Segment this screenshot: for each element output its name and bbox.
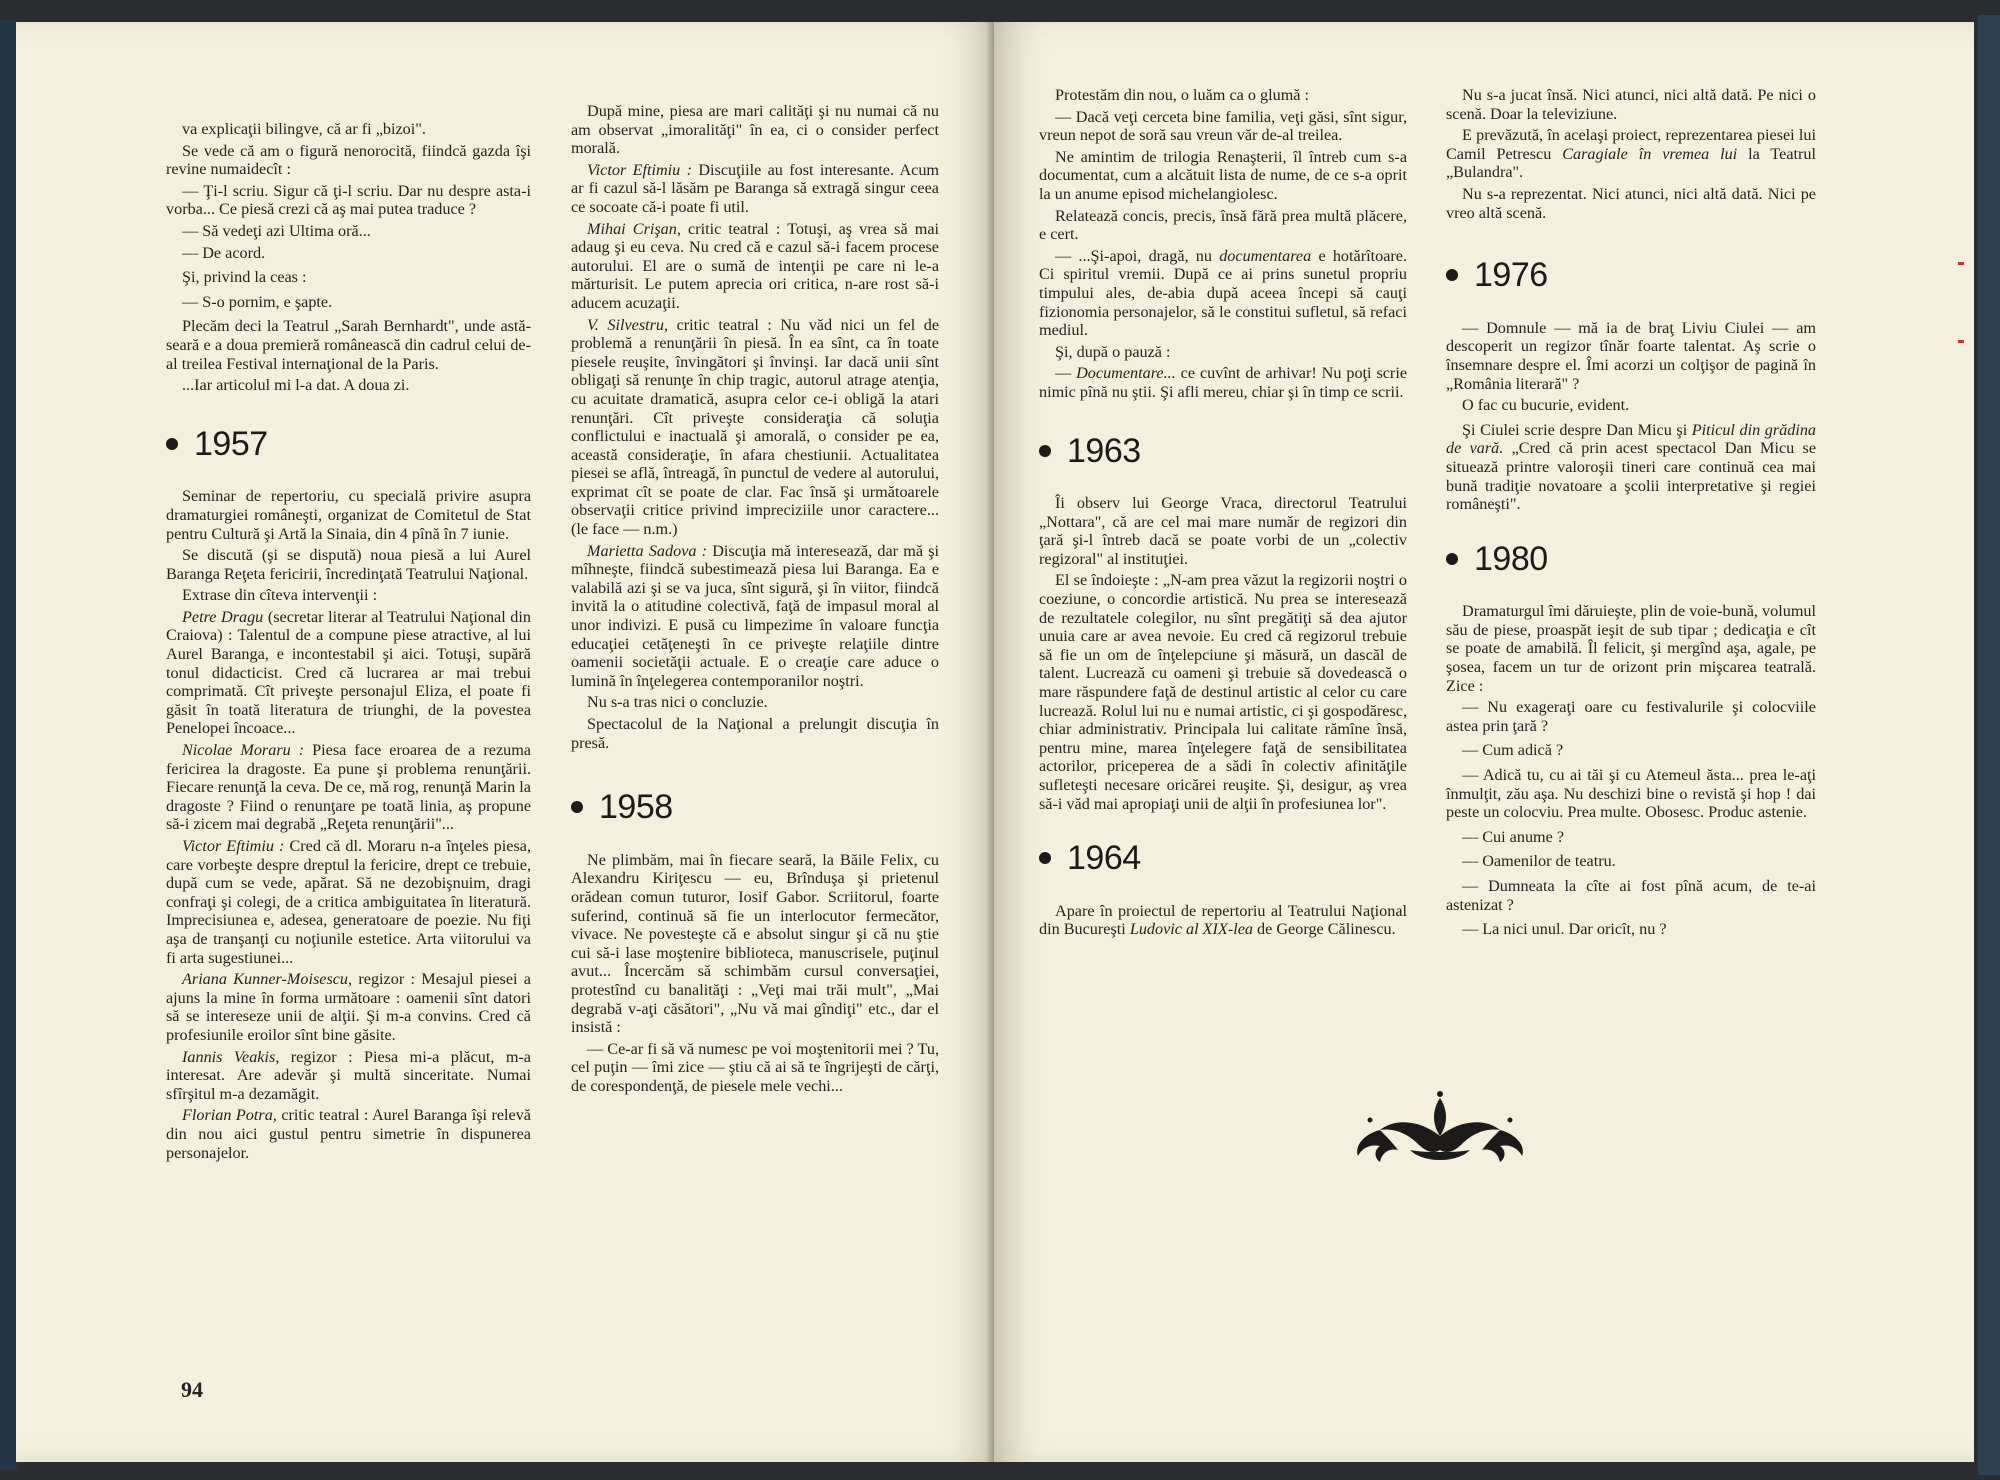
paragraph: — Ce-ar fi să vă numesc pe voi moştenitorii mei ? Tu, cel puţin — îmi zice — ştiu că ai să te îngrijeşti de cărţi, de corespondenţă, de piesele mele vechi...	[571, 1039, 939, 1095]
paragraph: Nu s-a tras nici o concluzie.	[587, 693, 768, 712]
paragraph: — Oamenilor de teatru.	[1462, 852, 1616, 871]
paragraph: — Să vedeţi azi Ultima oră...	[182, 221, 371, 240]
speaker-name: Petre Dragu	[182, 607, 264, 626]
speaker-name: Victor Eftimiu :	[182, 837, 285, 855]
paragraph: Extrase din cîteva intervenţii :	[182, 586, 378, 605]
year-heading-1976: 1976	[1446, 266, 1816, 285]
intervention-text: Discuţiile au fost interesante. Acum ar fi cazul să-l lăsăm pe Baranga să extragă singur ceea ce socoate că-i poate fi util.	[571, 160, 940, 216]
intervention-text: (secretar literar al Teatrului Naţional din Craiova) : Talentul de a compune piese atractive, al lui Aurel Baranga, e incontestabil şi aici. Totuşi, supără tonul didacticist. Cred că lucrarea ar mai trebui comprimată. Cît priveşte personajul Eliza, el poate fi găsit în toată literatura de triunghi, de la povestea Penelopei încoace...	[166, 607, 531, 738]
intervention	[166, 1048, 531, 1104]
paragraph: Ne amintim de trilogia Renaşterii, îl întreb cum s-a documentat, cum a alcătuit lista de nume, de ce s-a oprit la un anume episod michelangiolesc.	[1039, 147, 1407, 203]
year-heading-1957: 1957	[166, 435, 531, 454]
right-column-2	[1446, 86, 1816, 945]
year-heading-1964: 1964	[1039, 849, 1407, 868]
paragraph: Spectacolul de la Naţional a prelungit discuţia în presă.	[571, 715, 939, 752]
paragraph: — Cui anume ?	[1462, 827, 1565, 846]
paragraph: O fac cu bucurie, evident.	[1462, 396, 1630, 415]
speaker-name: Victor Eftimiu :	[587, 160, 692, 179]
bullet-icon	[166, 438, 178, 450]
left-column-1	[166, 120, 531, 1165]
paragraph: — Dacă veţi cerceta bine familia, veţi găsi, sînt sigur, vreun nepot de soră sau vreun văr de-al treilea.	[1039, 107, 1407, 145]
paragraph: Nu s-a jucat însă. Nici atunci, nici altă dată. Pe nici o scenă. Doar la televiziune.	[1446, 86, 1816, 123]
bullet-icon	[1039, 445, 1051, 457]
intervention	[166, 837, 531, 967]
bullet-icon	[1446, 553, 1458, 565]
paragraph: Plecăm deci la Teatrul „Sarah Bernhardt", unde astă-seară e a doua premieră românească din cadrul celui de-al treilea Festival internaţional de la Paris.	[166, 317, 531, 373]
paragraph: va explicaţii bilingve, că ar fi „bizoi".	[182, 120, 426, 138]
paragraph: Şi, după o pauză :	[1055, 342, 1171, 361]
intervention	[166, 1106, 531, 1162]
paragraph: — Cum adică ?	[1462, 741, 1564, 760]
speaker-name: V. Silvestru,	[587, 315, 669, 334]
speaker-name: Florian Potra,	[182, 1106, 277, 1125]
paragraph: Şi Ciulei scrie despre Dan Micu şi Piticul din grădina de vară. „Cred că prin acest spectacol Dan Micu se situează printre valoroşii tineri care continuă cea mai bună tradiţie novatoare a şcolii interpretative şi regiei româneşti".	[1446, 420, 1817, 514]
paragraph: — Dumneata la cîte ai fost pînă acum, de te-ai astenizat ?	[1446, 877, 1816, 914]
ornament-icon	[1340, 1090, 1540, 1170]
paragraph: Se vede că am o figură nenorocită, fiindcă gazda îşi revine numaidecît :	[166, 141, 531, 179]
paragraph: Şi, privind la ceas :	[182, 268, 307, 287]
intervention-text: Piesa face eroarea de a rezuma fericirea la dragoste. Ea pune şi problema renunţării. Fiecare renunţă la ceva. De ce, mă rog, renunţă Marin la dragoste ? Fiind o renunţare pe toată linia, aş propune să-i zicem mai degrabă „Reţeta renunţării"...	[166, 741, 531, 834]
year-heading-1963: 1963	[1039, 442, 1407, 461]
speaker-name: Ariana Kunner-Moisescu,	[182, 970, 353, 989]
intervention-text: regizor : Piesa mi-a plăcut, m-a interesat. Are adevăr şi multă sinceritate. Numai sfîrşitul m-a dezamăgit.	[166, 1047, 531, 1103]
right-page	[994, 22, 1974, 1462]
paragraph: Nu s-a reprezentat. Nici atunci, nici altă dată. Nici pe vreo altă scenă.	[1446, 184, 1816, 222]
paragraph: — Domnule — mă ia de braţ Liviu Ciulei — am descoperit un regizor tînăr foarte talentat. Aş scrie o însemnare despre el. Îmi acorzi un colţişor de pagină în „România literară" ?	[1446, 318, 1816, 393]
paragraph: — Nu exageraţi oare cu festivalurile şi colocviile astea prin ţară ?	[1446, 698, 1816, 735]
paragraph: Se discută (şi se dispută) noua piesă a lui Aurel Baranga Reţeta fericirii, încredinţată Teatrului Naţional.	[166, 546, 531, 583]
year-heading-1958: 1958	[571, 798, 939, 817]
paragraph: Protestăm din nou, o luăm ca o glumă :	[1055, 86, 1310, 104]
paragraph: — La nici unul. Dar oricît, nu ?	[1462, 920, 1667, 939]
paragraph: Relatează concis, precis, însă fără prea multă plăcere, e cert.	[1039, 206, 1407, 244]
speaker-name: Iannis Veakis,	[182, 1047, 280, 1066]
intervention-text: regizor : Mesajul piesei a ajuns la mine în forma următoare : oamenii sînt datori să se intereseze unii de alţii. Şi m-a convins. Cred că profesiunile eroilor sînt bine găsite.	[166, 970, 531, 1044]
paragraph: Ne plimbăm, mai în fiecare seară, la Băile Felix, cu Alexandru Kiriţescu — eu, Brînduşa şi prietenul orădean comun tuturor, Iosif Gabor. Scriitorul, foarte suferind, continuă să fie un interlocutor fermecător, vivace. Ne povesteşte că e absolut singur şi că nu ştie cui să-i lase moştenire biblioteca, manuscrisele, puţinul avut... Încercăm să schimbăm cursul conversaţiei, protestînd cu banalităţi : „Veţi mai trăi mult", „Mai degrabă v-aţi căsători", „Nu vă mai gîndiţi" etc., dar el insistă :	[571, 850, 939, 1037]
paragraph: ...Iar articolul mi l-a dat. A doua zi.	[182, 376, 410, 395]
paragraph: — Ţi-l scriu. Sigur că ţi-l scriu. Dar nu despre asta-i vorba... Ce piesă crezi că aş mai putea traduce ?	[166, 181, 531, 219]
paragraph: — Documentare... ce cuvînt de arhivar! Nu poţi scrie nimic pînă nu ştii. Şi afli mereu, chiar şi în timp ce scrii.	[1039, 364, 1408, 401]
paragraph: Apare în proiectul de repertoriu al Teatrului Naţional din Bucureşti Ludovic al XIX-lea de George Călinescu.	[1039, 901, 1407, 939]
intervention	[166, 741, 531, 834]
intervention-text: Cred că dl. Moraru n-a înţeles piesa, care vorbeşte despre dreptul la fericire, drept ce trebuie, după cum se vede, apărat. Să ne dezobişnuim, dragi confraţi şi colegi, de a critica ambiguitatea în literatură. Imprecisiunea e, adesea, generatoare de poezie. Nu fiţi aşa de tranşanţi cu noţiunile estetice. Arta viitorului va fi arta sugestiunei...	[166, 837, 531, 967]
intervention	[571, 316, 939, 539]
intervention	[166, 970, 531, 1044]
paragraph: — ...Şi-apoi, dragă, nu documentarea e hotărîtoare. Ci spiritul vremii. După ce ai prins sunetul propriu timpului ales, de-abia după aceea începi să cauţi fizionomia personajelor, să le constitui sufletul, să refaci mediul.	[1039, 246, 1407, 340]
speaker-name: Mihai Crişan,	[587, 219, 681, 238]
intervention	[571, 220, 939, 313]
paragraph: După mine, piesa are mari calităţi şi nu numai că nu am observat „imoralităţi" în ea, ci o consider perfect morală.	[571, 102, 939, 158]
page-number: 94	[181, 1377, 203, 1402]
speaker-name: Nicolae Moraru :	[182, 741, 305, 760]
bullet-icon	[1446, 269, 1458, 281]
intervention-text: Discuţia mă interesează, dar mă şi mîhneşte, fiindcă subestimează piesa lui Baranga. Ea e valabilă azi şi se va juca, sînt sigură, şi în viitor, fiindcă invită la o atitudine colectivă, faţă de impasul moral al unor indivizi. E pusă cu limpezime în valoare funcţia educaţiei cetăţeneşti în ce priveşte relaţiile dintre oamenii societăţii actuale. E o creaţie care aduce o lumină în înţelegerea contemporanilor noştri.	[571, 541, 939, 690]
bullet-icon	[571, 801, 583, 813]
left-column-2	[571, 102, 939, 1099]
right-column-1	[1039, 86, 1407, 942]
paragraph: — Adică tu, cu ai tăi şi cu Atemeul ăsta... prea le-aţi înmulţit, zău aşa. Nu deschizi bine o revistă şi hop ! dai peste un colocviu. Prea multe. Obosesc. Produc astenie.	[1446, 766, 1816, 822]
intervention-text: critic teatral : Nu văd nici un fel de problemă a renunţării în piesă. În ea sînt, ca în toate piesele reuşite, învingători şi învinşi. Iar dacă unii sînt obligaţi să renunţe în chip tragic, autorul atrage atenţia, cu acuitate dramatică, asupra celor ce-i obligă la atari renunţări. Cît priveşte consideraţia că soluţia conflictului e inactuală şi amorală, o consider pe ea, această consideraţie, în afara chestiunii. Actualitatea piesei se află, întreagă, în punctul de vedere al autorului, exprimat cît se poate de clar. Fac însă şi următoarele observaţii critice privind impreciziile unor caractere... (le face — n.m.)	[571, 315, 940, 539]
intervention	[571, 161, 939, 217]
paragraph: Îi observ lui George Vraca, directorul Teatrului „Nottara", că are cel mai mare număr de regizori din ţară şi-l întreb dacă se poate vorbi de un „colectiv regizoral" al instituţiei.	[1039, 494, 1407, 568]
intervention	[571, 542, 939, 691]
intervention	[166, 608, 531, 738]
paragraph: Seminar de repertoriu, cu specială privire asupra dramaturgiei româneşti, organizat de Comitetul de Stat pentru Cultură şi Artă la Sinaia, din 4 pînă în 7 iunie.	[166, 487, 531, 543]
paragraph: — De acord.	[182, 243, 266, 262]
paragraph: E prevăzută, în acelaşi proiect, reprezentarea piesei lui Camil Petrescu Caragiale în vremea lui la Teatrul „Bulandra".	[1446, 126, 1817, 182]
speaker-name: Marietta Sadova :	[587, 541, 708, 560]
intervention-text: critic teatral : Totuşi, aş vrea să mai adaug şi eu ceva. Nu cred că e cazul să-i facem procese autorului. El are o sumă de intenţii pe care ni le-a mărturisit. Le putem aprecia ori critica, n-are rost să-i aducem acuzaţii.	[571, 219, 940, 312]
paragraph: El se îndoieşte : „N-am prea văzut la regizorii noştri o coeziune, o concordie artistică. Nu prea se interesează de rezultatele colegilor, nu sînt pregătiţi să dea ajutor unuia care ar avea nevoie. Eu cred că regizorul trebuie să fie un om de înţelepciune şi măsură, un dascăl de talent. Lucrează cu oameni şi trebuie să dovedească o mare răspundere faţă de destinul artistic al celor cu care lucrează. Rolul lui nu e numai artistic, ci şi gospodăresc, chiar administrativ. Principala lui calitate rămîne însă, pentru mine, marea înţelegere faţă de sensibilitatea actorilor, priceperea de a sădi în colectiv afinităţile sufleteşti necesare oricărei reuşite. Şi, desigur, aş vrea să-i văd mai apropiaţi unii de alţii în profesiunea lor".	[1039, 571, 1407, 813]
book-cover-right	[1978, 15, 2000, 1475]
intervention-text: critic teatral : Aurel Baranga îşi relevă din nou aici gustul pentru simetrie în dispunerea personajelor.	[166, 1106, 531, 1162]
paragraph: — S-o pornim, e şapte.	[182, 292, 333, 311]
left-page	[16, 22, 994, 1462]
year-heading-1980: 1980	[1446, 550, 1816, 569]
edge-mark	[1958, 262, 1964, 265]
paragraph: Dramaturgul îmi dăruieşte, plin de voie-bună, volumul său de piese, proaspăt ieşit de sub tipar ; dedicaţia e cît se poate de amabilă. Îl felicit, şi mergînd aşa, agale, pe şosea, facem un tur de orizont prin mişcarea teatrală. Zice :	[1446, 602, 1816, 695]
bullet-icon	[1039, 852, 1051, 864]
edge-mark	[1958, 340, 1964, 343]
